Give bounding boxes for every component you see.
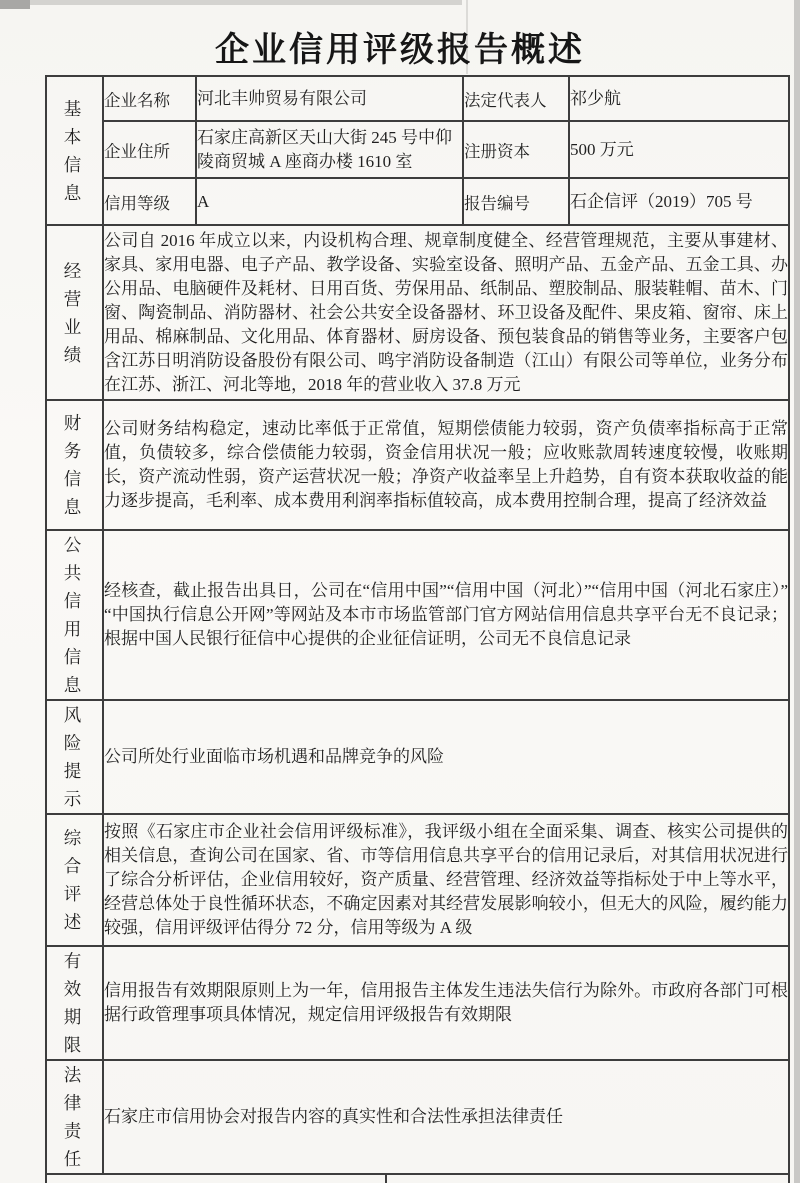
scan-artifact-top-edge [0, 0, 462, 5]
section-label-business: 经营业绩 [46, 225, 103, 400]
section-text-summary: 按照《石家庄市企业社会信用评级标准》，我评级小组在全面采集、调查、核实公司提供的相关信息，查询公司在国家、省、市等信用信息共享平台的信用记录后，对其信用状况进行了综合分析评估，企业信用较好，资产质量、经营管理、经济效益等指标处于中上等水平，经营总体处于良性循环状态，不确定因素对其经营发展影响较小，但无大的风险，履约能力较强，信用评级评估得分 72 分，信用等级为 A 级 [103, 814, 789, 946]
basic-info-row-1 [46, 76, 789, 121]
section-row-risk [46, 700, 789, 814]
section-text-finance: 公司财务结构稳定，速动比率低于正常值，短期偿债能力较弱，资产负债率指标高于正常值，负债较多，综合偿债能力较弱，资金信用状况一般；应收账款周转速度较慢，收账期长，资产流动性弱，资产运营状况一般；净资产收益率呈上升趋势，自有资本获取收益的能力逐步提高，毛利率、成本费用利润率指标值较高，成本费用控制合理，提高了经济效益 [103, 400, 789, 530]
field-value-credit-grade: A [196, 178, 463, 225]
field-value-registered-capital: 500 万元 [569, 121, 789, 178]
section-text-risk: 公司所处行业面临市场机遇和品牌竞争的风险 [103, 700, 789, 814]
page-title: 企业信用评级报告概述 [215, 32, 585, 69]
field-label-legal-rep: 法定代表人 [463, 76, 569, 121]
basic-info-row-3 [46, 178, 789, 225]
field-label-report-number: 报告编号 [463, 178, 569, 225]
section-label-validity: 有效期限 [46, 946, 103, 1060]
section-text-validity: 信用报告有效期限原则上为一年，信用报告主体发生违法失信行为除外。市政府各部门可根据行政管理事项具体情况，规定信用评级报告有效期限 [103, 946, 789, 1060]
field-value-legal-rep: 祁少航 [569, 76, 789, 121]
scan-artifact-right-edge [794, 0, 800, 1183]
field-value-address: 石家庄高新区天山大街 245 号中仰陵商贸城 A 座商办楼 1610 室 [196, 121, 463, 178]
field-label-company-name: 企业名称 [103, 76, 196, 121]
sign-agency-header [386, 1174, 789, 1183]
report-table [45, 75, 790, 1183]
section-label-basic-info: 基本信息 [46, 76, 103, 225]
section-row-finance [46, 400, 789, 530]
section-row-business [46, 225, 789, 400]
section-text-business: 公司自 2016 年成立以来，内设机构合理、规章制度健全、经营管理规范，主要从事建材、家具、家用电器、电子产品、教学设备、实验室设备、照明产品、五金产品、五金工具、办公用品、电脑硬件及耗材、日用百货、劳保用品、纸制品、塑胶制品、服装鞋帽、苗木、门窗、陶瓷制品、消防器材、社会公共安全设备器材、环卫设备及配件、果皮箱、窗帘、床上用品、棉麻制品、文化用品、体育器材、厨房设备、预包装食品的销售等业务，主要客户包含江苏日明消防设备股份有限公司、鸣宇消防设备制造（江山）有限公司等单位，业务分布在江苏、浙江、河北等地，2018 年的营业收入 37.8 万元 [103, 225, 789, 400]
field-value-report-number: 石企信评（2019）705 号 [569, 178, 789, 225]
section-row-public-credit [46, 530, 789, 700]
scan-artifact-corner [0, 0, 30, 9]
section-label-risk: 风险提示 [46, 700, 103, 814]
section-text-legal: 石家庄市信用协会对报告内容的真实性和合法性承担法律责任 [103, 1060, 789, 1174]
field-label-credit-grade: 信用等级 [103, 178, 196, 225]
field-value-company-name: 河北丰帅贸易有限公司 [196, 76, 463, 121]
section-row-legal [46, 1060, 789, 1174]
section-label-summary: 综合评述 [46, 814, 103, 946]
section-label-finance: 财务信息 [46, 400, 103, 530]
sign-team-header [46, 1174, 386, 1183]
section-label-public-credit: 公共信用信息 [46, 530, 103, 700]
section-text-public-credit: 经核查，截止报告出具日，公司在“信用中国”“信用中国（河北）”“信用中国（河北石家庄）”“中国执行信息公开网”等网站及本市市场监管部门官方网站信用信息共享平台无不良记录；根据中国人民银行征信中心提供的企业征信证明，公司无不良信息记录 [103, 530, 789, 700]
signoff-header-row [46, 1174, 789, 1183]
field-label-address: 企业住所 [103, 121, 196, 178]
section-label-legal: 法律责任 [46, 1060, 103, 1174]
basic-info-row-2 [46, 121, 789, 178]
section-row-validity [46, 946, 789, 1060]
section-row-summary [46, 814, 789, 946]
field-label-registered-capital: 注册资本 [463, 121, 569, 178]
